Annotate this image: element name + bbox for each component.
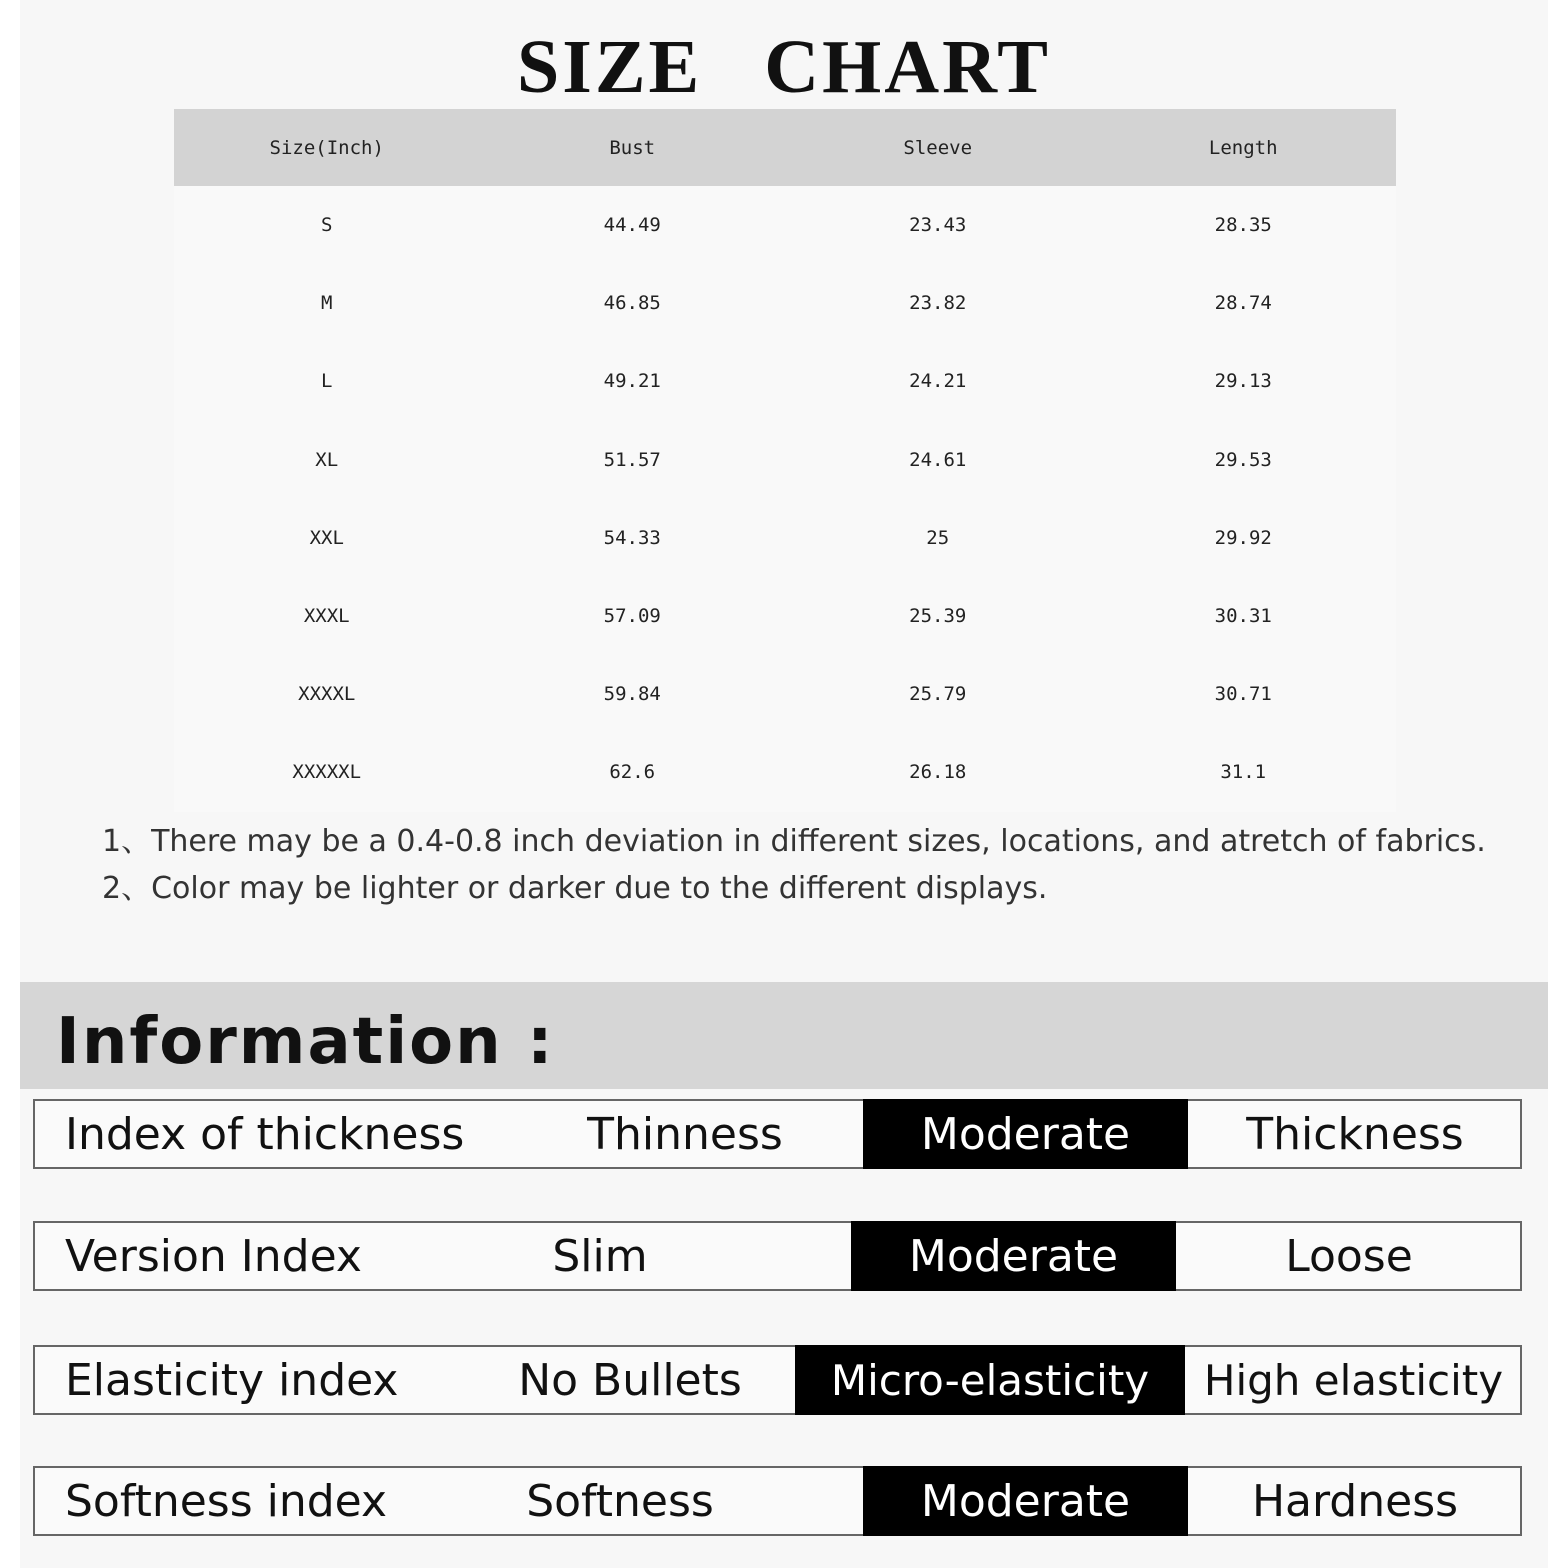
length-cell: 29.92: [1214, 526, 1272, 549]
size-cell: L: [321, 370, 333, 393]
column-header-sleeve: Sleeve: [785, 109, 1091, 186]
info-row-thickness: [33, 1099, 1522, 1169]
info-row-version: [33, 1221, 1522, 1291]
sleeve-cell: 25.39: [909, 605, 967, 628]
bust-cell: 59.84: [603, 683, 661, 706]
option-loose: Loose: [1285, 1230, 1413, 1282]
option-micro-elasticity-selected: Micro-elasticity: [795, 1345, 1185, 1415]
info-row-elasticity: [33, 1345, 1522, 1415]
option-moderate-selected: Moderate: [863, 1099, 1188, 1169]
note-deviation: 1、There may be a 0.4-0.8 inch deviation in different sizes, locations, and atretch of fabrics.: [102, 824, 1486, 859]
option-softness: Softness: [526, 1475, 714, 1527]
option-slim: Slim: [552, 1230, 648, 1282]
option-thickness: Thickness: [1246, 1108, 1464, 1160]
option-moderate-selected: Moderate: [851, 1221, 1176, 1291]
column-header-size: Size(Inch): [174, 109, 480, 186]
option-hardness: Hardness: [1251, 1475, 1459, 1527]
note-color: 2、Color may be lighter or darker due to the different displays.: [102, 871, 1048, 906]
size-cell: XXXXL: [298, 683, 356, 706]
sleeve-cell: 24.61: [909, 448, 967, 471]
size-cell: XXXL: [303, 605, 350, 628]
sleeve-cell: 25.79: [909, 683, 967, 706]
length-cell: 31.1: [1220, 761, 1267, 784]
sleeve-cell: 23.82: [909, 292, 967, 315]
length-cell: 28.74: [1214, 292, 1272, 315]
size-cell: XL: [315, 448, 339, 471]
column-header-bust: Bust: [480, 109, 786, 186]
bust-cell: 54.33: [603, 526, 661, 549]
table-row: [174, 264, 1396, 342]
info-label-thickness: Index of thickness: [65, 1108, 465, 1160]
option-high-elasticity: High elasticity: [1203, 1355, 1504, 1405]
table-row: [174, 186, 1396, 264]
info-row-softness: [33, 1466, 1522, 1536]
info-label-version: Version Index: [65, 1230, 362, 1282]
length-cell: 30.31: [1214, 605, 1272, 628]
size-notes: [102, 818, 1522, 912]
bust-cell: 49.21: [603, 370, 661, 393]
length-cell: 29.13: [1214, 370, 1272, 393]
size-cell: S: [321, 214, 333, 237]
size-cell: M: [321, 292, 333, 315]
table-row: [174, 577, 1396, 655]
table-row: [174, 499, 1396, 577]
table-row: [174, 342, 1396, 420]
sleeve-cell: 24.21: [909, 370, 967, 393]
bust-cell: 46.85: [603, 292, 661, 315]
size-cell: XXXXXL: [292, 761, 362, 784]
length-cell: 29.53: [1214, 448, 1272, 471]
option-no-bullets: No Bullets: [518, 1354, 742, 1406]
sleeve-cell: 23.43: [909, 214, 967, 237]
bust-cell: 57.09: [603, 605, 661, 628]
information-title: Information :: [56, 1005, 555, 1079]
bust-cell: 51.57: [603, 448, 661, 471]
length-cell: 28.35: [1214, 214, 1272, 237]
length-cell: 30.71: [1214, 683, 1272, 706]
size-cell: XXL: [309, 526, 344, 549]
info-label-softness: Softness index: [65, 1475, 387, 1527]
table-row: [174, 733, 1396, 811]
table-header-row: [174, 109, 1396, 186]
column-header-length: Length: [1091, 109, 1397, 186]
information-header: [20, 982, 1548, 1089]
bust-cell: 44.49: [603, 214, 661, 237]
bust-cell: 62.6: [609, 761, 656, 784]
info-label-elasticity: Elasticity index: [65, 1354, 399, 1406]
option-moderate-selected: Moderate: [863, 1466, 1188, 1536]
sleeve-cell: 25: [926, 526, 950, 549]
table-row: [174, 655, 1396, 733]
sleeve-cell: 26.18: [909, 761, 967, 784]
size-chart-table: [174, 109, 1396, 812]
table-row: [174, 421, 1396, 499]
size-chart-title: SIZE CHART: [516, 25, 1051, 109]
option-thinness: Thinness: [587, 1108, 783, 1160]
